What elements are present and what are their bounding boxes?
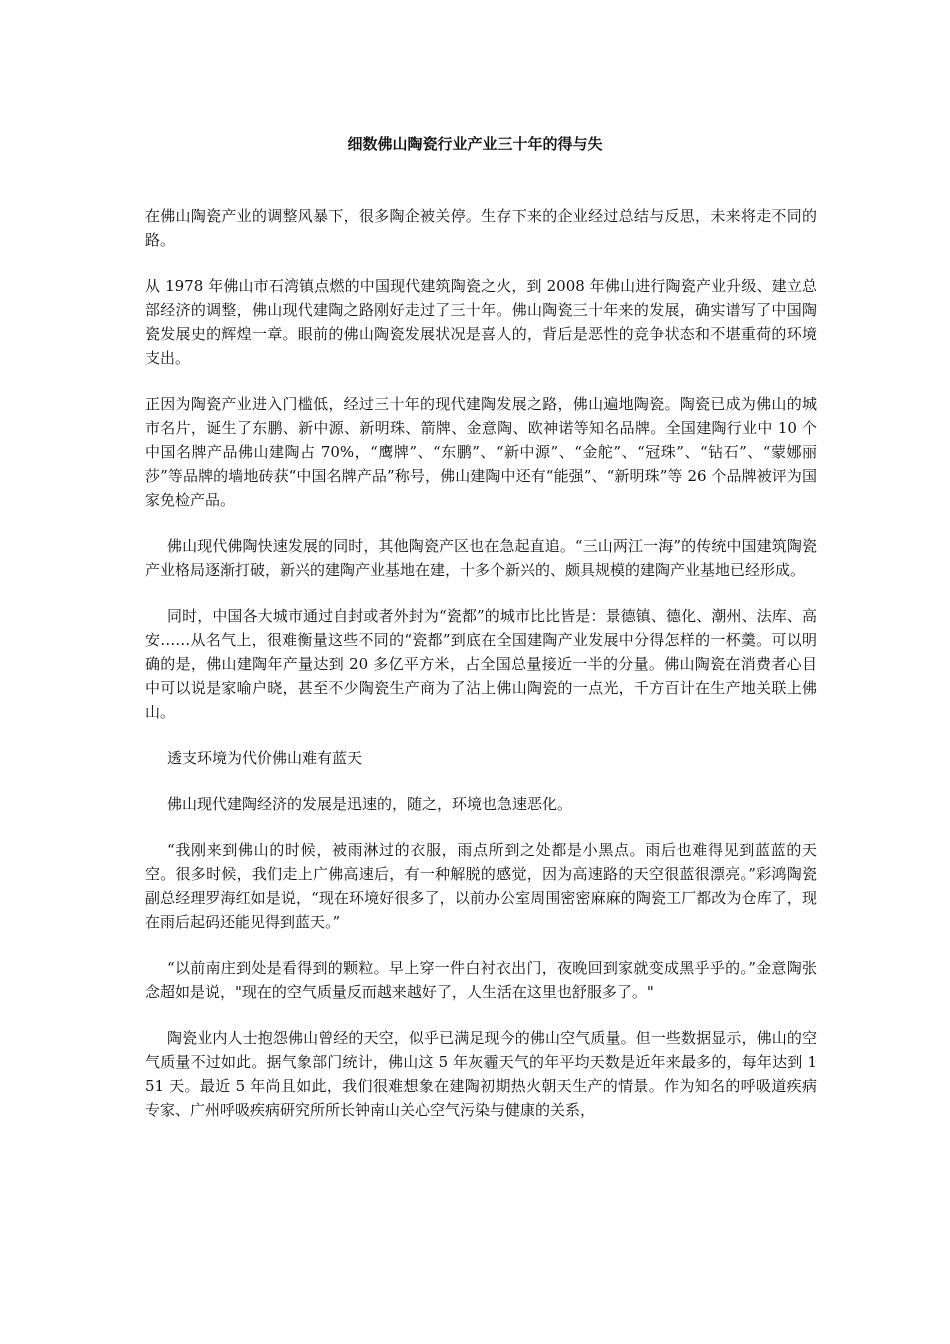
paragraph-competition: 佛山现代佛陶快速发展的同时，其他陶瓷产区也在急起直追。“三山两江一海”的传统中国建筑陶瓷产业格局逐渐打破，新兴的建陶产业基地在建，十多个新兴的、颇具规模的建陶产业基地已经形成。 [145, 537, 817, 579]
section-heading: 透支环境为代价佛山难有蓝天 [167, 749, 363, 767]
paragraph-environment: 佛山现代建陶经济的发展是迅速的，随之，环境也急速恶化。 [167, 795, 573, 813]
paragraph-intro: 在佛山陶瓷产业的调整风暴下，很多陶企被关停。生存下来的企业经过总结与反思，未来将走不同的路。 [145, 207, 817, 249]
paragraph-history: 从 1978 年佛山市石湾镇点燃的中国现代建筑陶瓷之火，到 2008 年佛山进行陶瓷产业升级、建立总部经济的调整，佛山现代建陶之路刚好走过了三十年。佛山陶瓷三十年来的发展，确实谱写了中国陶瓷发展史的辉煌一章。眼前的佛山陶瓷发展状况是喜人的，背后是恶性的竞争状态和不堪重荷的环境支出。 [145, 277, 817, 367]
paragraph-quote-zhang: “以前南庄到处是看得到的颗粒。早上穿一件白衬衣出门，夜晚回到家就变成黑乎乎的。”金意陶张念超如是说，"现在的空气质量反而越来越好了，人生活在这里也舒服多了。" [145, 959, 817, 1001]
paragraph-air-quality: 陶瓷业内人士抱怨佛山曾经的天空，似乎已满足现今的佛山空气质量。但一些数据显示，佛山的空气质量不过如此。据气象部门统计，佛山这 5 年灰霾天气的年平均天数是近年来最多的，每年达到 151 天。最近 5 年尚且如此，我们很难想象在建陶初期热火朝天生产的情景。作为知名的呼吸道疾病专家、广州呼吸疾病研究所所长钟南山关心空气污染与健康的关系， [145, 1029, 817, 1119]
document-body [145, 204, 817, 1122]
paragraph-quote-luo: “我刚来到佛山的时候，被雨淋过的衣服，雨点所到之处都是小黑点。雨后也难得见到蓝蓝的天空。很多时候，我们走上广佛高速后，有一种解脱的感觉，因为高速路的天空很蓝很漂亮。”彩鸿陶瓷副总经理罗海红如是说，“现在环境好很多了，以前办公室周围密密麻麻的陶瓷工厂都改为仓库了，现在雨后起码还能见得到蓝天。” [145, 841, 817, 931]
paragraph-brands: 正因为陶瓷产业进入门槛低，经过三十年的现代建陶发展之路，佛山遍地陶瓷。陶瓷已成为佛山的城市名片，诞生了东鹏、新中源、新明珠、箭牌、金意陶、欧神诺等知名品牌。全国建陶行业中 10 个中国名牌产品佛山建陶占 70%，“鹰牌”、“东鹏”、“新中源”、“金舵”、“冠珠”、“钻石”、“蒙娜丽莎”等品牌的墙地砖获“中国名牌产品”称号，佛山建陶中还有“能强”、“新明珠”等 26 个品牌被评为国家免检产品。 [145, 395, 817, 509]
document-title: 细数佛山陶瓷行业产业三十年的得与失 [347, 135, 603, 153]
paragraph-ceramic-capitals: 同时，中国各大城市通过自封或者外封为“瓷都”的城市比比皆是：景德镇、德化、潮州、法库、高安……从名气上，很难衡量这些不同的“瓷都”到底在全国建陶产业发展中分得怎样的一杯羹。可以明确的是，佛山建陶年产量达到 20 多亿平方米，占全国总量接近一半的分量。佛山陶瓷在消费者心目中可以说是家喻户晓，甚至不少陶瓷生产商为了沾上佛山陶瓷的一点光，千方百计在生产地关联上佛山。 [145, 607, 817, 721]
